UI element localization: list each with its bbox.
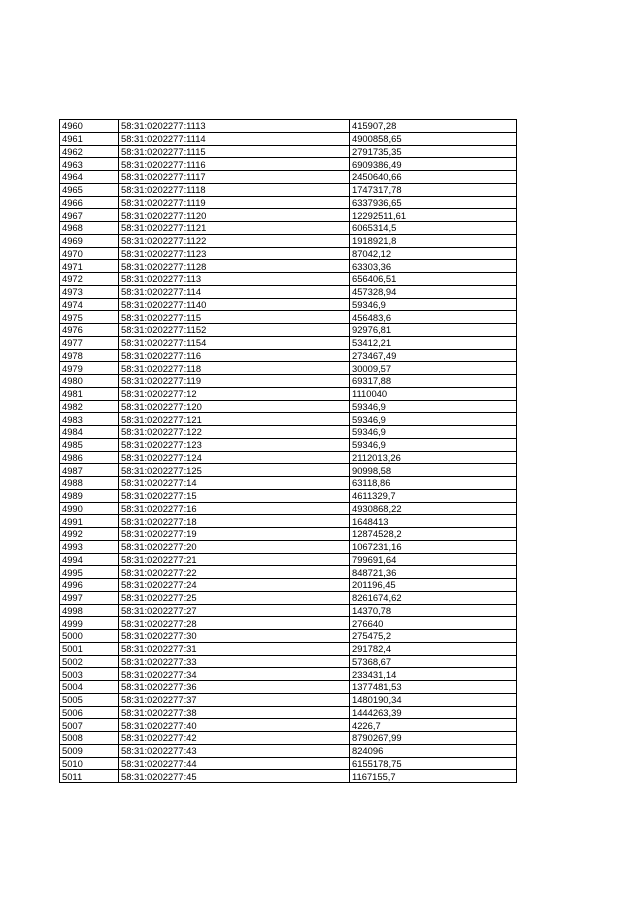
value-cell: 1067231,16: [350, 540, 517, 553]
cadastral-number-cell: 58:31:0202277:34: [119, 668, 350, 681]
cadastral-number-cell: 58:31:0202277:22: [119, 566, 350, 579]
row-number-cell: 4971: [60, 260, 119, 273]
value-cell: 201196,45: [350, 579, 517, 592]
table-row: [60, 515, 517, 528]
value-cell: 90998,58: [350, 464, 517, 477]
value-cell: 6909386,49: [350, 158, 517, 171]
cadastral-number-cell: 58:31:0202277:1114: [119, 132, 350, 145]
table-row: [60, 285, 517, 298]
row-number-cell: 5001: [60, 642, 119, 655]
table-row: [60, 222, 517, 235]
row-number-cell: 4995: [60, 566, 119, 579]
table-row: [60, 540, 517, 553]
cadastral-number-cell: 58:31:0202277:125: [119, 464, 350, 477]
row-number-cell: 4962: [60, 145, 119, 158]
cadastral-number-cell: 58:31:0202277:119: [119, 375, 350, 388]
cadastral-number-cell: 58:31:0202277:12: [119, 387, 350, 400]
value-cell: 824096: [350, 744, 517, 757]
cadastral-number-cell: 58:31:0202277:15: [119, 489, 350, 502]
cadastral-value-table: [59, 119, 517, 783]
table-row: [60, 655, 517, 668]
row-number-cell: 5008: [60, 732, 119, 745]
table-row: [60, 171, 517, 184]
row-number-cell: 5002: [60, 655, 119, 668]
row-number-cell: 5003: [60, 668, 119, 681]
row-number-cell: 4978: [60, 349, 119, 362]
value-cell: 1480190,34: [350, 693, 517, 706]
cadastral-number-cell: 58:31:0202277:121: [119, 413, 350, 426]
value-cell: 2450640,66: [350, 171, 517, 184]
cadastral-number-cell: 58:31:0202277:44: [119, 757, 350, 770]
cadastral-number-cell: 58:31:0202277:31: [119, 642, 350, 655]
cadastral-number-cell: 58:31:0202277:14: [119, 477, 350, 490]
row-number-cell: 4997: [60, 591, 119, 604]
table-row: [60, 400, 517, 413]
table-row: [60, 744, 517, 757]
value-cell: 456483,6: [350, 311, 517, 324]
cadastral-number-cell: 58:31:0202277:1128: [119, 260, 350, 273]
table-row: [60, 528, 517, 541]
cadastral-number-cell: 58:31:0202277:18: [119, 515, 350, 528]
value-cell: 4930868,22: [350, 502, 517, 515]
cadastral-number-cell: 58:31:0202277:1113: [119, 120, 350, 133]
value-cell: 63118,86: [350, 477, 517, 490]
value-cell: 4611329,7: [350, 489, 517, 502]
row-number-cell: 4982: [60, 400, 119, 413]
value-cell: 69317,88: [350, 375, 517, 388]
row-number-cell: 4986: [60, 451, 119, 464]
row-number-cell: 4967: [60, 209, 119, 222]
value-cell: 53412,21: [350, 336, 517, 349]
row-number-cell: 5004: [60, 681, 119, 694]
cadastral-number-cell: 58:31:0202277:21: [119, 553, 350, 566]
table-row: [60, 477, 517, 490]
row-number-cell: 4998: [60, 604, 119, 617]
row-number-cell: 4985: [60, 438, 119, 451]
row-number-cell: 4972: [60, 273, 119, 286]
table-row: [60, 451, 517, 464]
row-number-cell: 4963: [60, 158, 119, 171]
cadastral-number-cell: 58:31:0202277:36: [119, 681, 350, 694]
cadastral-number-cell: 58:31:0202277:28: [119, 617, 350, 630]
table-row: [60, 311, 517, 324]
table-row: [60, 298, 517, 311]
row-number-cell: 4996: [60, 579, 119, 592]
table-row: [60, 196, 517, 209]
table-row: [60, 413, 517, 426]
row-number-cell: 4960: [60, 120, 119, 133]
value-cell: 1918921,8: [350, 234, 517, 247]
row-number-cell: 4974: [60, 298, 119, 311]
row-number-cell: 5005: [60, 693, 119, 706]
row-number-cell: 4988: [60, 477, 119, 490]
row-number-cell: 4973: [60, 285, 119, 298]
cadastral-number-cell: 58:31:0202277:113: [119, 273, 350, 286]
row-number-cell: 4961: [60, 132, 119, 145]
table-row: [60, 426, 517, 439]
cadastral-number-cell: 58:31:0202277:45: [119, 770, 350, 783]
table-body: [60, 120, 517, 783]
cadastral-number-cell: 58:31:0202277:114: [119, 285, 350, 298]
row-number-cell: 4975: [60, 311, 119, 324]
row-number-cell: 4965: [60, 183, 119, 196]
row-number-cell: 4976: [60, 324, 119, 337]
row-number-cell: 4966: [60, 196, 119, 209]
value-cell: 2112013,26: [350, 451, 517, 464]
value-cell: 59346,9: [350, 298, 517, 311]
row-number-cell: 5010: [60, 757, 119, 770]
value-cell: 6155178,75: [350, 757, 517, 770]
value-cell: 1444263,39: [350, 706, 517, 719]
value-cell: 4900858,65: [350, 132, 517, 145]
cadastral-number-cell: 58:31:0202277:1140: [119, 298, 350, 311]
table-row: [60, 732, 517, 745]
value-cell: 87042,12: [350, 247, 517, 260]
table-row: [60, 681, 517, 694]
table-row: [60, 719, 517, 732]
cadastral-number-cell: 58:31:0202277:25: [119, 591, 350, 604]
cadastral-number-cell: 58:31:0202277:123: [119, 438, 350, 451]
row-number-cell: 4981: [60, 387, 119, 400]
table-row: [60, 553, 517, 566]
table-row: [60, 336, 517, 349]
cadastral-number-cell: 58:31:0202277:40: [119, 719, 350, 732]
value-cell: 63303,36: [350, 260, 517, 273]
document-page: [59, 119, 517, 783]
cadastral-number-cell: 58:31:0202277:20: [119, 540, 350, 553]
table-row: [60, 591, 517, 604]
cadastral-number-cell: 58:31:0202277:42: [119, 732, 350, 745]
cadastral-number-cell: 58:31:0202277:30: [119, 630, 350, 643]
cadastral-number-cell: 58:31:0202277:1120: [119, 209, 350, 222]
table-row: [60, 617, 517, 630]
cadastral-number-cell: 58:31:0202277:124: [119, 451, 350, 464]
table-row: [60, 234, 517, 247]
cadastral-number-cell: 58:31:0202277:24: [119, 579, 350, 592]
value-cell: 59346,9: [350, 413, 517, 426]
value-cell: 457328,94: [350, 285, 517, 298]
value-cell: 57368,67: [350, 655, 517, 668]
cadastral-number-cell: 58:31:0202277:1123: [119, 247, 350, 260]
value-cell: 4226,7: [350, 719, 517, 732]
row-number-cell: 4969: [60, 234, 119, 247]
table-row: [60, 630, 517, 643]
table-row: [60, 183, 517, 196]
row-number-cell: 4977: [60, 336, 119, 349]
row-number-cell: 4989: [60, 489, 119, 502]
table-row: [60, 770, 517, 783]
cadastral-number-cell: 58:31:0202277:1154: [119, 336, 350, 349]
value-cell: 233431,14: [350, 668, 517, 681]
table-row: [60, 375, 517, 388]
row-number-cell: 5000: [60, 630, 119, 643]
value-cell: 415907,28: [350, 120, 517, 133]
table-row: [60, 132, 517, 145]
cadastral-number-cell: 58:31:0202277:37: [119, 693, 350, 706]
cadastral-number-cell: 58:31:0202277:115: [119, 311, 350, 324]
cadastral-number-cell: 58:31:0202277:1122: [119, 234, 350, 247]
value-cell: 848721,36: [350, 566, 517, 579]
value-cell: 1110040: [350, 387, 517, 400]
value-cell: 14370,78: [350, 604, 517, 617]
row-number-cell: 4980: [60, 375, 119, 388]
cadastral-number-cell: 58:31:0202277:120: [119, 400, 350, 413]
cadastral-number-cell: 58:31:0202277:27: [119, 604, 350, 617]
value-cell: 59346,9: [350, 438, 517, 451]
table-row: [60, 642, 517, 655]
value-cell: 6337936,65: [350, 196, 517, 209]
value-cell: 1167155,7: [350, 770, 517, 783]
table-row: [60, 438, 517, 451]
row-number-cell: 5009: [60, 744, 119, 757]
value-cell: 1377481,53: [350, 681, 517, 694]
table-row: [60, 247, 517, 260]
value-cell: 92976,81: [350, 324, 517, 337]
row-number-cell: 4991: [60, 515, 119, 528]
row-number-cell: 4983: [60, 413, 119, 426]
cadastral-number-cell: 58:31:0202277:19: [119, 528, 350, 541]
value-cell: 291782,4: [350, 642, 517, 655]
table-row: [60, 566, 517, 579]
cadastral-number-cell: 58:31:0202277:33: [119, 655, 350, 668]
row-number-cell: 4999: [60, 617, 119, 630]
value-cell: 799691,64: [350, 553, 517, 566]
cadastral-number-cell: 58:31:0202277:118: [119, 362, 350, 375]
value-cell: 12292511,61: [350, 209, 517, 222]
cadastral-number-cell: 58:31:0202277:122: [119, 426, 350, 439]
table-row: [60, 260, 517, 273]
row-number-cell: 5006: [60, 706, 119, 719]
row-number-cell: 4993: [60, 540, 119, 553]
cadastral-number-cell: 58:31:0202277:1152: [119, 324, 350, 337]
cadastral-number-cell: 58:31:0202277:1118: [119, 183, 350, 196]
table-row: [60, 209, 517, 222]
table-row: [60, 464, 517, 477]
cadastral-number-cell: 58:31:0202277:1116: [119, 158, 350, 171]
cadastral-number-cell: 58:31:0202277:38: [119, 706, 350, 719]
value-cell: 59346,9: [350, 400, 517, 413]
value-cell: 30009,57: [350, 362, 517, 375]
row-number-cell: 4994: [60, 553, 119, 566]
table-row: [60, 579, 517, 592]
table-row: [60, 273, 517, 286]
cadastral-number-cell: 58:31:0202277:43: [119, 744, 350, 757]
row-number-cell: 4984: [60, 426, 119, 439]
table-row: [60, 502, 517, 515]
table-row: [60, 604, 517, 617]
value-cell: 8261674,62: [350, 591, 517, 604]
cadastral-number-cell: 58:31:0202277:1119: [119, 196, 350, 209]
table-row: [60, 757, 517, 770]
value-cell: 12874528,2: [350, 528, 517, 541]
table-row: [60, 693, 517, 706]
row-number-cell: 4968: [60, 222, 119, 235]
row-number-cell: 4990: [60, 502, 119, 515]
value-cell: 8790267,99: [350, 732, 517, 745]
table-row: [60, 668, 517, 681]
table-row: [60, 489, 517, 502]
row-number-cell: 4970: [60, 247, 119, 260]
table-row: [60, 362, 517, 375]
row-number-cell: 4964: [60, 171, 119, 184]
table-row: [60, 324, 517, 337]
value-cell: 276640: [350, 617, 517, 630]
value-cell: 273467,49: [350, 349, 517, 362]
table-row: [60, 145, 517, 158]
value-cell: 6065314,5: [350, 222, 517, 235]
row-number-cell: 5007: [60, 719, 119, 732]
value-cell: 275475,2: [350, 630, 517, 643]
row-number-cell: 4992: [60, 528, 119, 541]
row-number-cell: 5011: [60, 770, 119, 783]
value-cell: 1648413: [350, 515, 517, 528]
value-cell: 1747317,78: [350, 183, 517, 196]
value-cell: 2791735,35: [350, 145, 517, 158]
table-row: [60, 706, 517, 719]
row-number-cell: 4979: [60, 362, 119, 375]
table-row: [60, 349, 517, 362]
table-row: [60, 120, 517, 133]
row-number-cell: 4987: [60, 464, 119, 477]
cadastral-number-cell: 58:31:0202277:116: [119, 349, 350, 362]
table-row: [60, 158, 517, 171]
value-cell: 59346,9: [350, 426, 517, 439]
cadastral-number-cell: 58:31:0202277:1115: [119, 145, 350, 158]
value-cell: 656406,51: [350, 273, 517, 286]
table-row: [60, 387, 517, 400]
cadastral-number-cell: 58:31:0202277:1117: [119, 171, 350, 184]
cadastral-number-cell: 58:31:0202277:1121: [119, 222, 350, 235]
cadastral-number-cell: 58:31:0202277:16: [119, 502, 350, 515]
